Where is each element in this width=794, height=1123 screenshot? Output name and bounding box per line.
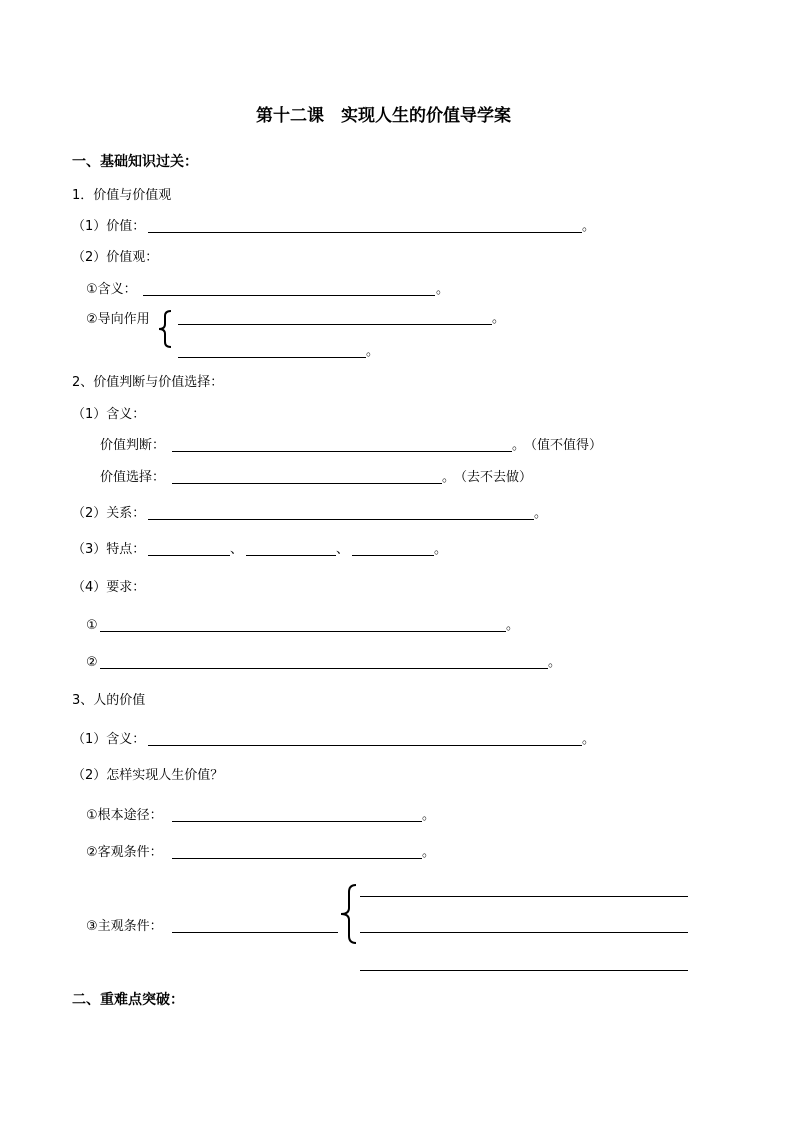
guide-role-label: ②导向作用 [86,312,150,327]
objective-conditions-label: ②客观条件： [86,845,163,860]
requirement-2-label: ② [86,655,98,670]
values-view-label: （2）价值观： [72,250,159,265]
features-blank-2[interactable] [246,555,336,556]
end-mark: 。 [434,542,448,557]
end-mark: 。 [582,732,596,747]
subjective-detail-blank-3[interactable] [360,970,688,971]
requirement-1-label: ① [86,618,98,633]
left-brace-icon [338,884,360,944]
q3-heading: 3、人的价值 [72,693,146,708]
value-choice-blank[interactable] [172,483,442,484]
fundamental-path-blank[interactable] [172,821,422,822]
q3-meaning-label: （1）含义： [72,732,146,747]
q2-heading: 2、价值判断与价值选择： [72,375,224,390]
q3-meaning-blank[interactable] [148,745,582,746]
end-mark: 。 [582,219,596,234]
end-mark: 。 [422,845,436,860]
value-choice-label: 价值选择： [100,470,166,485]
relation-label: （2）关系： [72,506,146,521]
end-mark: 。 [548,655,562,670]
value-choice-note: （去不去做） [454,470,533,485]
end-mark: 。 [492,311,506,326]
subjective-conditions-label: ③主观条件： [86,919,163,934]
end-mark: 。 [366,344,380,359]
q2-meaning-label: （1）含义： [72,407,146,422]
how-realize-label: （2）怎样实现人生价值？ [72,768,224,783]
features-label: （3）特点： [72,542,146,557]
end-mark: 。 [436,282,450,297]
features-blank-1[interactable] [148,555,230,556]
end-mark: 。 [506,618,520,633]
comma: 、 [336,542,350,557]
end-mark: 。 [422,808,436,823]
page-title: 第十二课 实现人生的价值导学案 [256,106,511,126]
end-mark: 。 [512,438,526,453]
value-blank[interactable] [148,232,582,233]
subjective-conditions-blank[interactable] [172,932,338,933]
subjective-detail-blank-1[interactable] [360,896,688,897]
values-view-meaning-blank[interactable] [143,295,435,296]
objective-conditions-blank[interactable] [172,858,422,859]
features-blank-3[interactable] [352,555,434,556]
guide-role-blank-1[interactable] [178,324,492,325]
value-judgement-note: （值不值得） [524,438,603,453]
value-label: （1）价值： [72,219,146,234]
q1-heading: 1．价值与价值观 [72,188,172,203]
subjective-detail-blank-2[interactable] [360,932,688,933]
value-judgement-blank[interactable] [172,451,512,452]
relation-blank[interactable] [148,519,534,520]
comma: 、 [230,542,244,557]
fundamental-path-label: ①根本途径： [86,808,163,823]
requirement-1-blank[interactable] [100,631,506,632]
requirements-label: （4）要求： [72,580,146,595]
requirement-2-blank[interactable] [100,668,548,669]
value-judgement-label: 价值判断： [100,438,166,453]
section-basic-knowledge: 一、基础知识过关： [72,154,198,170]
section-key-points: 二、重难点突破： [72,992,184,1008]
guide-role-blank-2[interactable] [178,357,366,358]
end-mark: 。 [442,470,456,485]
left-brace-icon [156,310,176,348]
values-view-meaning-label: ①含义： [86,282,137,297]
end-mark: 。 [534,506,548,521]
